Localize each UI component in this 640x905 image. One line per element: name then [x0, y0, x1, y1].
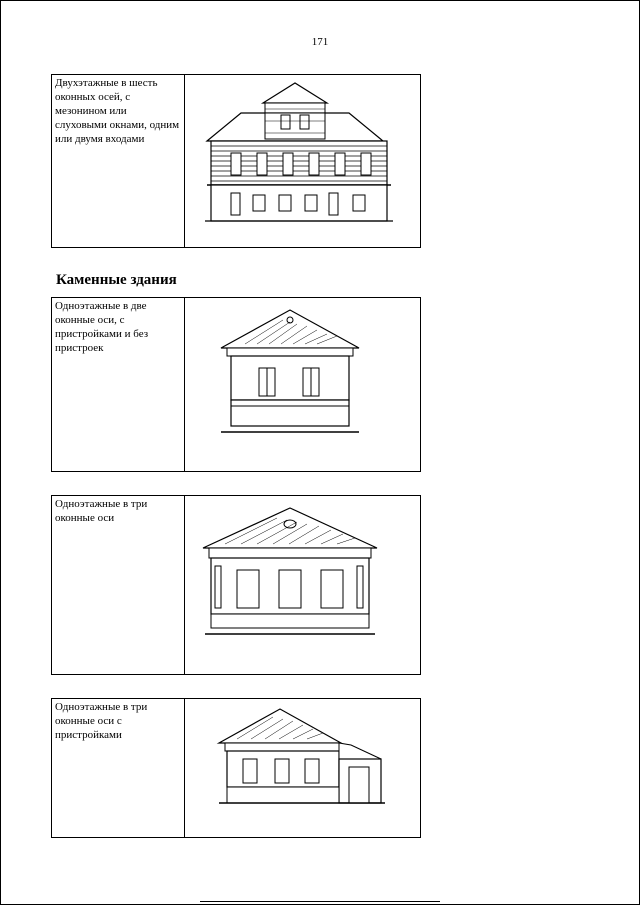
house-type-description: Одноэтажные в две оконные оси, с пристройками и без пристроек: [52, 298, 185, 472]
house-drawing-cell: [185, 75, 421, 248]
house-drawing-cell: [185, 699, 421, 838]
house-type-description: Одноэтажные в три оконные оси с пристройками: [52, 699, 185, 838]
three-axis-house-with-annex-drawing: [185, 699, 420, 837]
page-number: 171: [311, 36, 329, 48]
house-drawing-cell: [185, 496, 421, 675]
two-storey-house-drawing: [185, 75, 420, 247]
house-type-description: Одноэтажные в три оконные оси: [52, 496, 185, 675]
house-type-table-2: [51, 297, 421, 472]
two-axis-house-drawing: [185, 298, 420, 471]
bottom-rule: [200, 901, 440, 902]
house-type-table-4: [51, 698, 421, 838]
three-axis-house-drawing: [185, 496, 420, 674]
section-heading: Каменные здания: [56, 272, 177, 288]
house-type-table-1: [51, 74, 421, 248]
house-drawing-cell: [185, 298, 421, 472]
house-type-description: Двухэтажные в шесть оконных осей, с мезонином или слуховыми окнами, одним или двумя входами: [52, 75, 185, 248]
house-type-table-3: [51, 495, 421, 675]
